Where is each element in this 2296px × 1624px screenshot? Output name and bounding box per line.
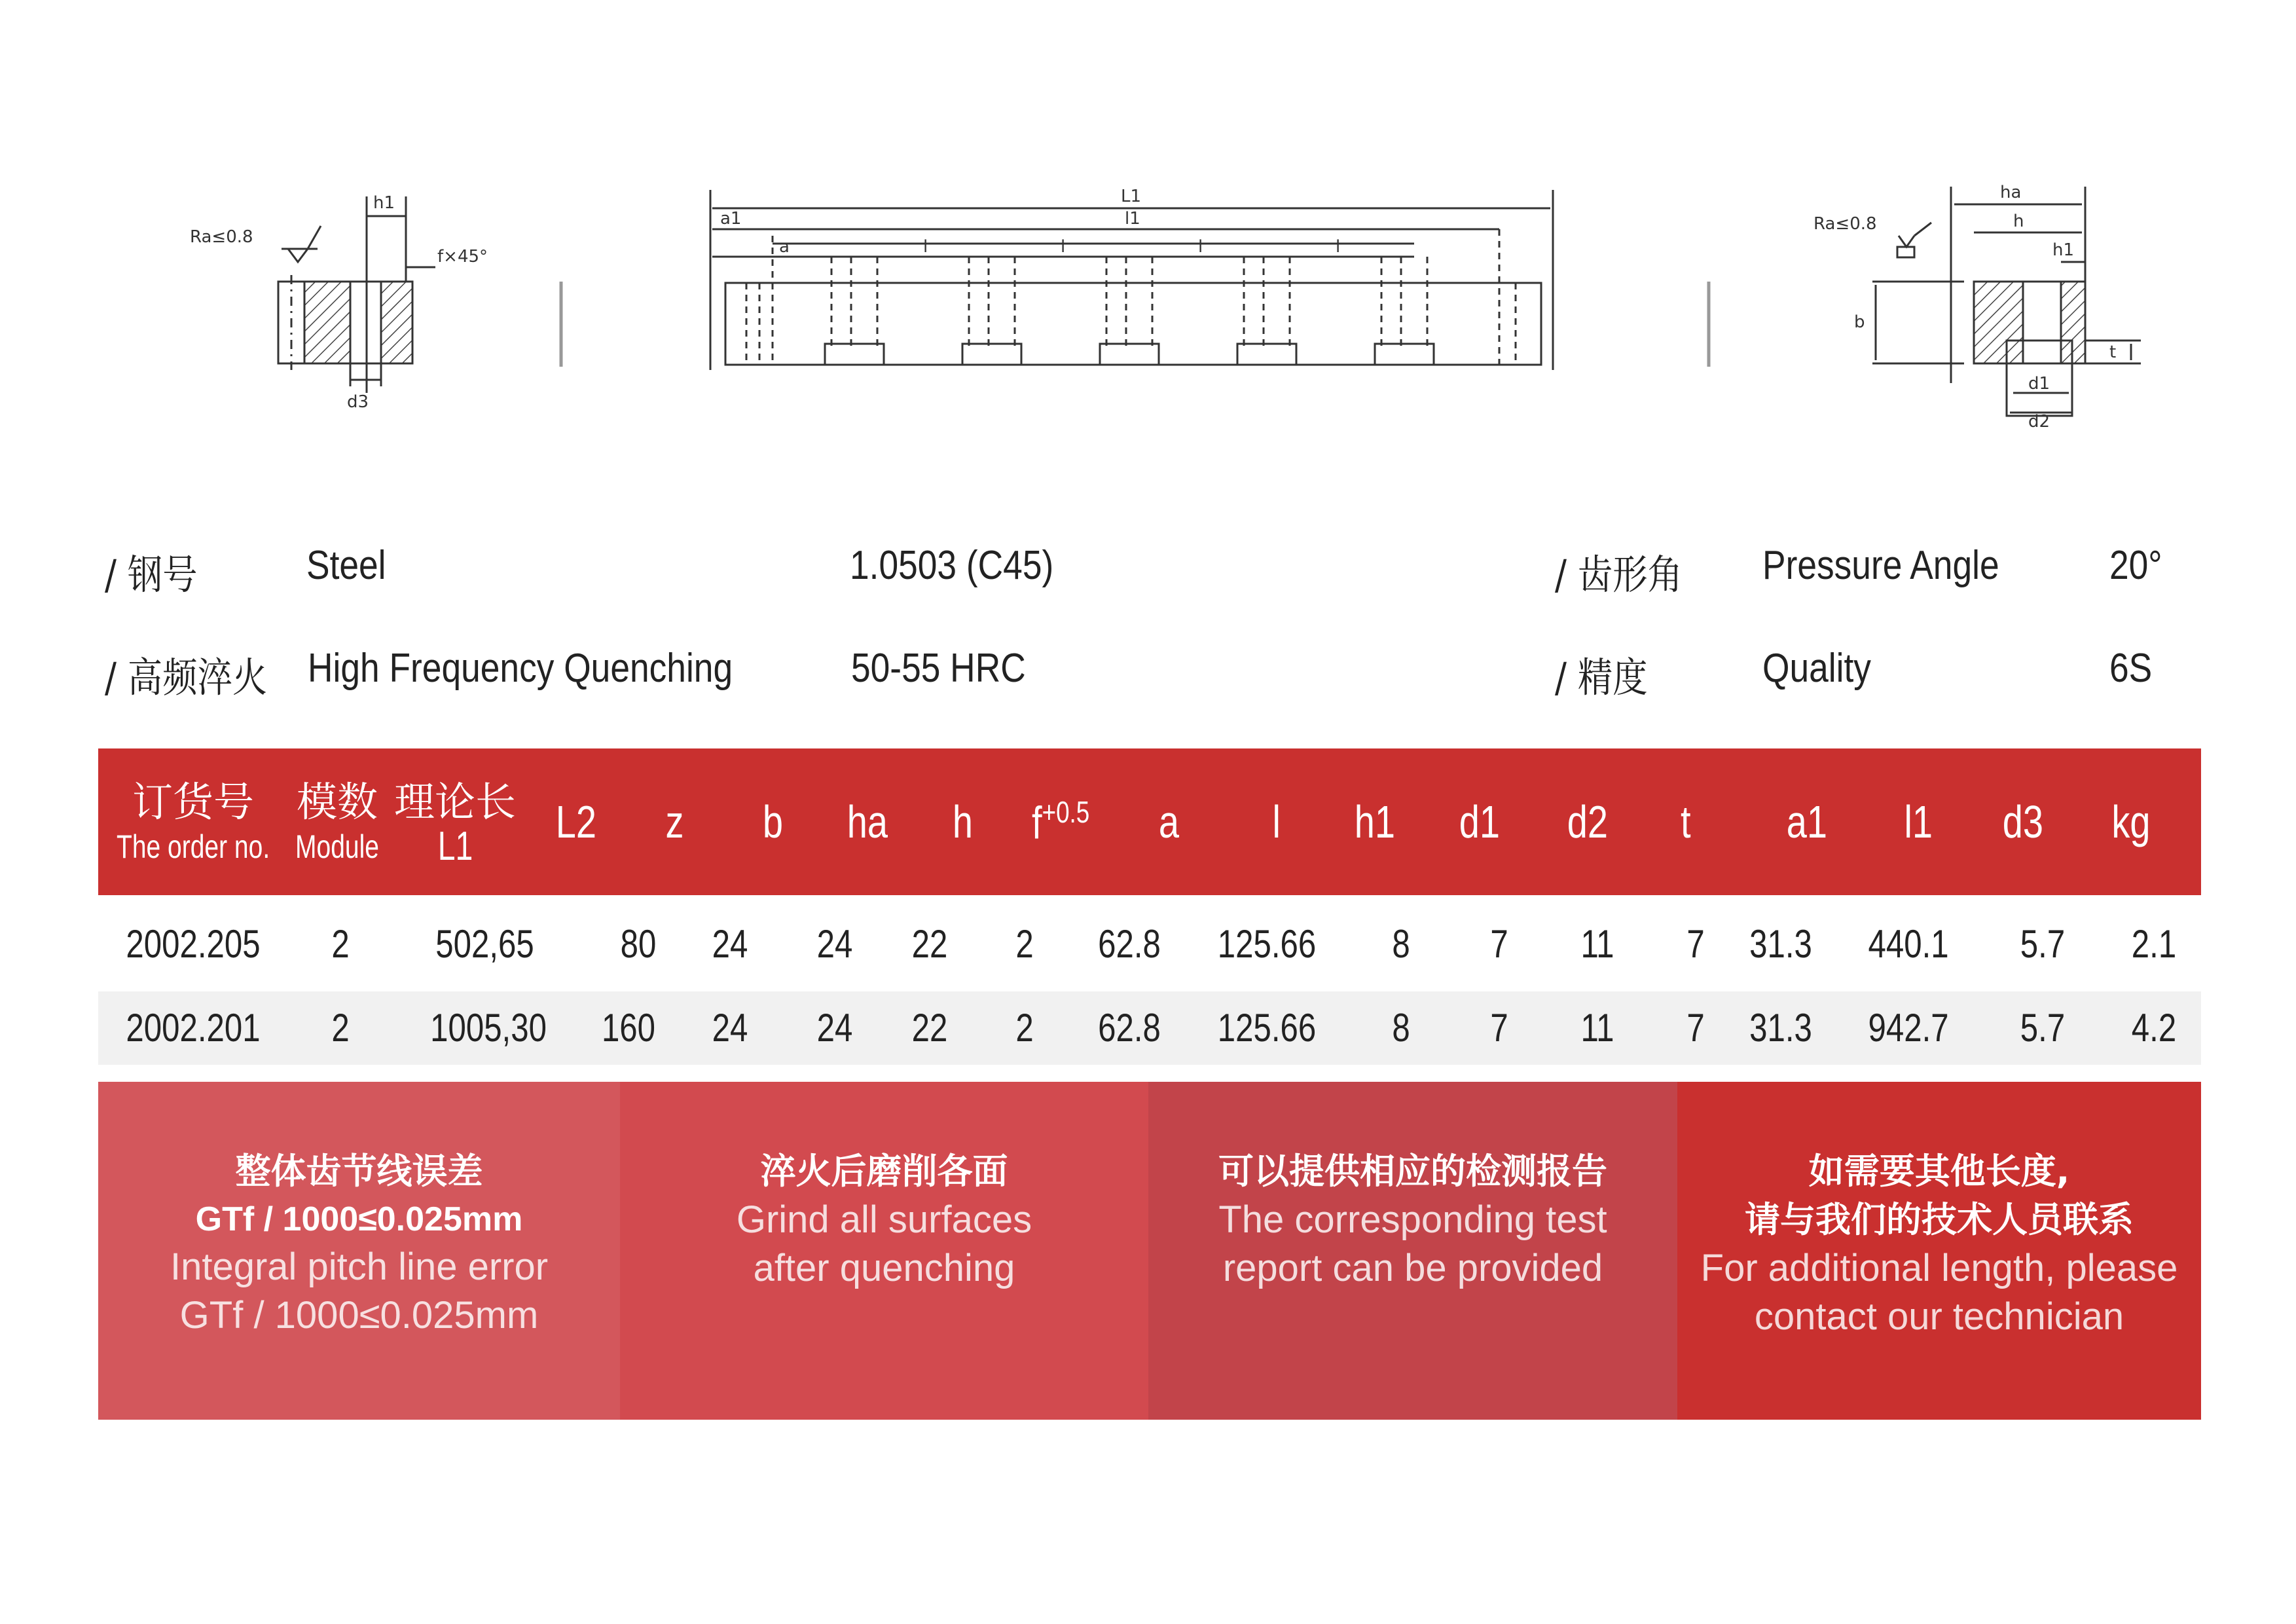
header-l1-cn: 理论长	[393, 778, 516, 826]
cell-d2: 7	[1686, 922, 1705, 966]
spec-angle-cn: / 齿形角	[1555, 551, 1683, 599]
cell-f: 62.8	[1098, 1006, 1161, 1050]
feature-panel-grinding	[620, 1082, 1148, 1420]
cell-t: 31.3	[1749, 1006, 1812, 1050]
cell-ha: 22	[911, 922, 948, 966]
middle-L1-label: L1	[1121, 187, 1142, 206]
middle-l-label-4: l	[1336, 237, 1341, 257]
panel-4-en1: For additional length, please	[1700, 1247, 2178, 1289]
cell-d3: 4.2	[2131, 1006, 2177, 1050]
cell-b: 24	[816, 1006, 853, 1050]
header-d1: d1	[1459, 796, 1501, 847]
spec-quench-value: 50-55 HRC	[851, 646, 1026, 691]
left-section-drawing	[278, 196, 435, 393]
cell-h: 2	[1015, 1006, 1034, 1050]
cell-L1: 502,65	[435, 922, 534, 966]
cell-d1: 11	[1580, 1006, 1614, 1050]
panel-4-cn1: 如需要其他长度,	[1808, 1151, 2070, 1192]
cell-d1: 11	[1580, 922, 1614, 966]
cell-ha: 22	[911, 1006, 948, 1050]
cell-module: 2	[331, 922, 350, 966]
technical-drawings	[0, 0, 2296, 458]
header-module	[282, 748, 393, 895]
left-h1-label: h1	[373, 193, 395, 213]
header-module-en: Module	[295, 828, 379, 865]
panel-2-en1: Grind all surfaces	[736, 1198, 1032, 1241]
spec-quality-cn: / 精度	[1555, 654, 1648, 701]
cell-h1: 7	[1490, 1006, 1508, 1050]
header-L2: L2	[555, 796, 597, 847]
cell-f: 62.8	[1098, 922, 1161, 966]
spec-quality-en: Quality	[1762, 646, 1871, 691]
right-b-label: b	[1854, 312, 1865, 332]
panel-4-en2: contact our technician	[1754, 1295, 2124, 1338]
spec-angle-value: 20°	[2109, 543, 2162, 588]
cell-d2: 7	[1686, 1006, 1705, 1050]
panel-1-gt: GTf / 1000≤0.025mm	[195, 1200, 523, 1238]
panel-2-en2: after quenching	[753, 1247, 1015, 1289]
cell-a1: 942.7	[1868, 1006, 1949, 1050]
panel-2-cn: 淬火后磨削各面	[760, 1151, 1008, 1192]
left-f45-label: f×45°	[437, 247, 488, 267]
panel-1-en2: GTf / 1000≤0.025mm	[179, 1294, 539, 1337]
feature-panel-test-report	[1148, 1082, 1677, 1420]
cell-z: 24	[712, 922, 748, 966]
cell-l1: 5.7	[2020, 1006, 2066, 1050]
left-ra-label: Ra≤0.8	[190, 227, 253, 247]
header-order-en: The order no.	[116, 828, 270, 865]
cell-order: 2002.201	[126, 1006, 261, 1050]
middle-l-label-3: l	[1198, 237, 1203, 257]
spec-quality-value: 6S	[2109, 646, 2153, 691]
middle-a-label: a	[779, 237, 790, 257]
cell-a1: 440.1	[1868, 922, 1949, 966]
table-row	[98, 991, 2201, 1065]
header-kg: kg	[2111, 796, 2151, 847]
panel-1-cn: 整体齿节线误差	[235, 1151, 483, 1192]
header-h: h	[952, 796, 973, 847]
feature-panel-pitch-error	[98, 1082, 620, 1420]
right-h1-label: h1	[2052, 240, 2075, 260]
header-d3: d3	[2002, 796, 2044, 847]
cell-h: 2	[1015, 922, 1034, 966]
header-module-cn: 模数	[296, 778, 378, 826]
cell-d3: 2.1	[2131, 922, 2177, 966]
spec-steel-cn: / 钢号	[105, 551, 198, 599]
header-a1: a1	[1786, 796, 1828, 847]
cell-b: 24	[816, 922, 853, 966]
cell-l: 8	[1392, 922, 1410, 966]
cell-z: 24	[712, 1006, 748, 1050]
header-z: z	[665, 796, 683, 847]
header-f-tolerance: +0.5	[1042, 795, 1090, 830]
header-order-cn: 订货号	[132, 778, 254, 826]
cell-L2: 80	[620, 922, 657, 966]
panel-3-en2: report can be provided	[1222, 1247, 1603, 1289]
spec-quench-en: High Frequency Quenching	[308, 646, 733, 691]
header-b: b	[762, 796, 783, 847]
cell-order: 2002.205	[126, 922, 261, 966]
cell-l: 8	[1392, 1006, 1410, 1050]
spec-angle-en: Pressure Angle	[1762, 543, 1999, 588]
header-f: $f^{+0.5}$	[1031, 795, 1090, 849]
left-d3-label: d3	[347, 392, 369, 412]
drawings-svg	[0, 0, 2296, 458]
feature-panel-contact	[1677, 1082, 2201, 1420]
cell-L1: 1005,30	[430, 1006, 547, 1050]
header-ha: ha	[847, 796, 888, 847]
spec-quench-cn: / 高频淬火	[105, 654, 268, 701]
right-h-label: h	[2013, 212, 2024, 231]
right-d1-label: d1	[2028, 374, 2050, 394]
spec-steel-en: Steel	[306, 543, 386, 588]
right-ra-label: Ra≤0.8	[1813, 214, 1877, 234]
middle-l1-label: l1	[1125, 209, 1140, 229]
cell-t: 31.3	[1749, 922, 1812, 966]
cell-a: 125.66	[1217, 922, 1317, 966]
cell-a: 125.66	[1217, 1006, 1317, 1050]
header-d2: d2	[1567, 796, 1609, 847]
panel-3-en1: The corresponding test	[1218, 1198, 1607, 1241]
table-row	[98, 908, 2201, 981]
header-l1-en: L1	[437, 824, 473, 869]
cell-l1: 5.7	[2020, 922, 2066, 966]
right-ha-label: ha	[2000, 183, 2022, 202]
header-l1-theory	[393, 748, 517, 895]
right-t-label: t	[2109, 342, 2117, 362]
middle-l-label-2: l	[1061, 237, 1066, 257]
right-d2-label: d2	[2028, 412, 2050, 432]
right-section-drawing	[1872, 187, 2141, 416]
cell-module: 2	[331, 1006, 350, 1050]
header-h1: h1	[1354, 796, 1396, 847]
header-t: t	[1681, 796, 1691, 847]
panel-3-cn: 可以提供相应的检测报告	[1218, 1151, 1607, 1192]
table-header	[98, 748, 2201, 895]
middle-l-label-1: l	[923, 237, 928, 257]
spec-steel-value: 1.0503 (C45)	[850, 543, 1054, 588]
middle-a1-label: a1	[720, 209, 742, 229]
cell-L2: 160	[601, 1006, 656, 1050]
header-order	[98, 748, 288, 895]
header-a: a	[1158, 796, 1179, 847]
panel-1-en1: Integral pitch line error	[170, 1246, 549, 1288]
header-l: l	[1272, 796, 1281, 847]
panel-4-cn2: 请与我们的技术人员联系	[1745, 1199, 2134, 1240]
header-l1: l1	[1904, 796, 1933, 847]
cell-h1: 7	[1490, 922, 1508, 966]
